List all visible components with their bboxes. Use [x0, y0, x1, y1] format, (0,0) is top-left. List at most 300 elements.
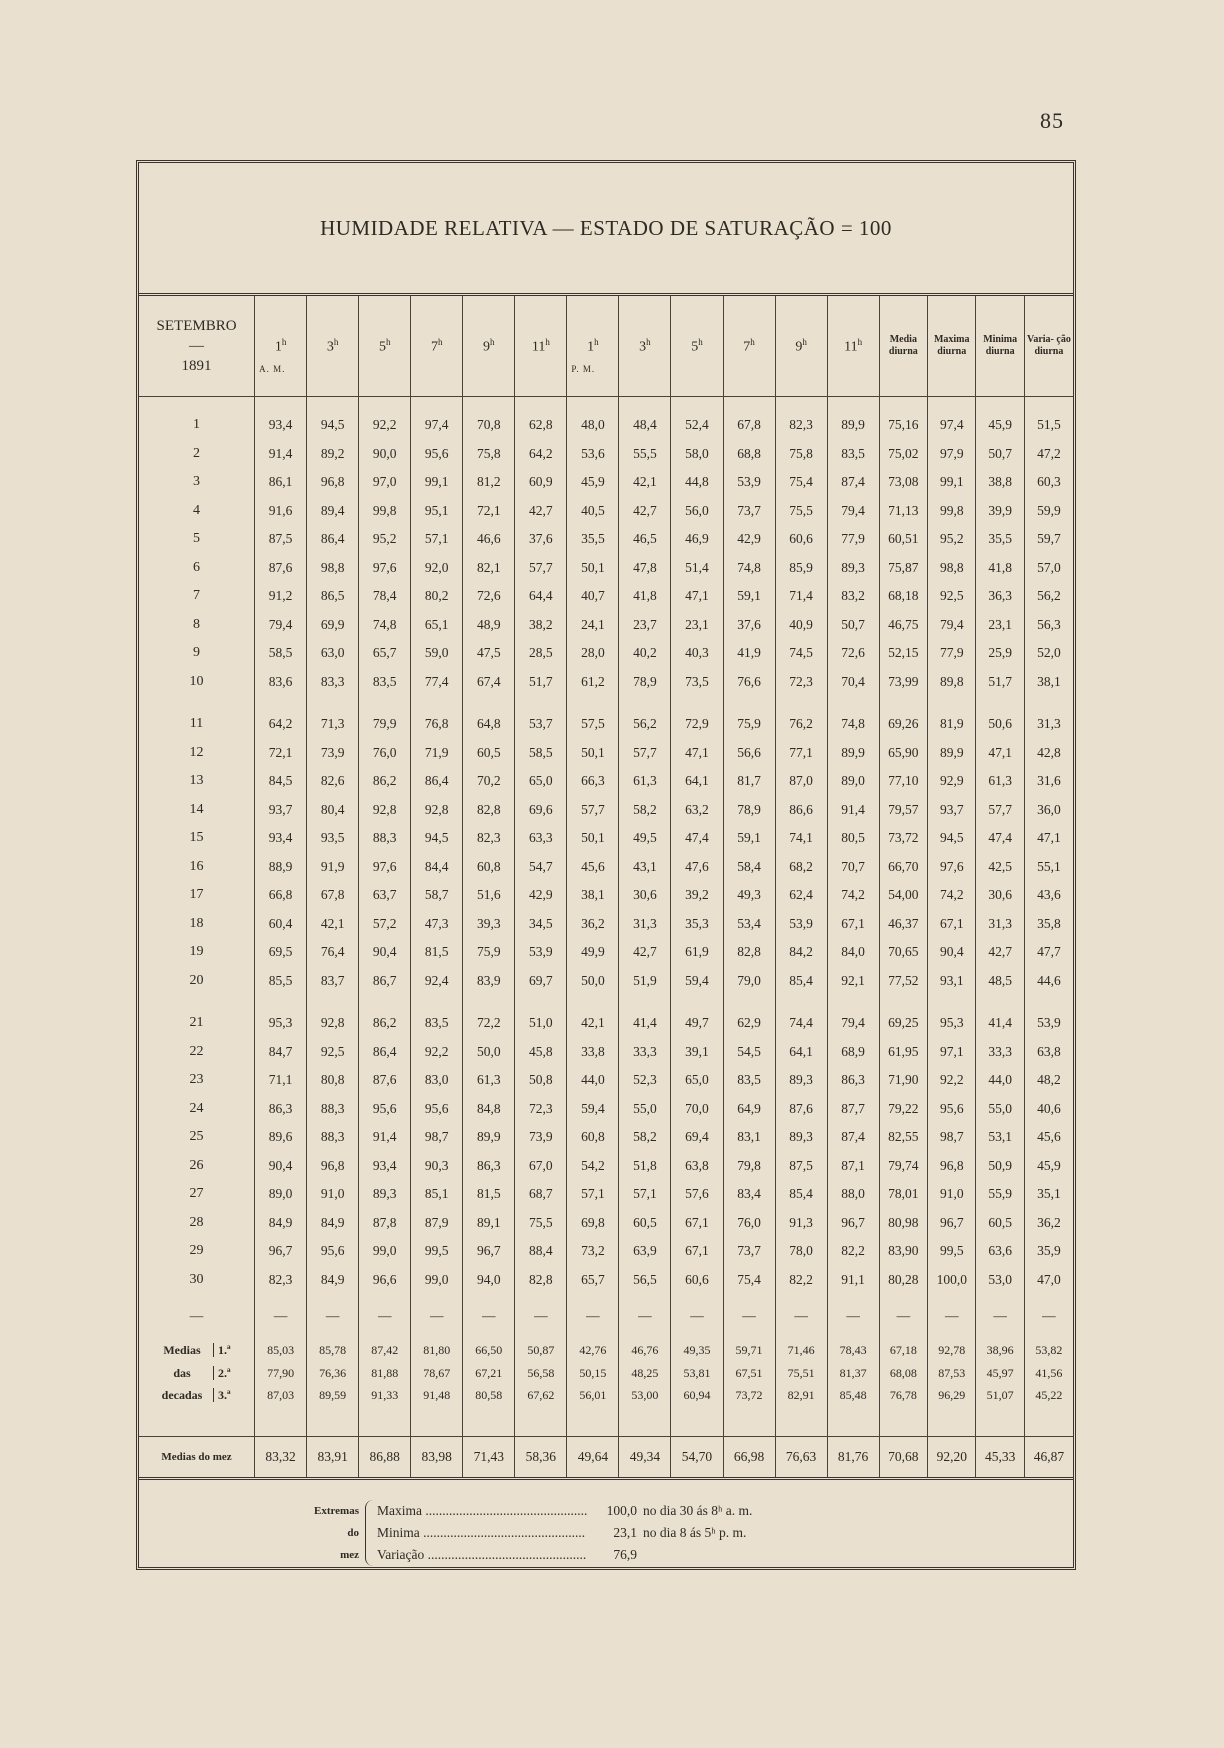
value-cell: 84,0 — [827, 938, 879, 967]
value-cell: 75,9 — [463, 938, 515, 967]
spacer-cell — [411, 696, 463, 710]
value-cell: 57,6 — [671, 1180, 723, 1209]
dash-cell: — — [1024, 1294, 1073, 1328]
value-cell: 96,8 — [307, 1152, 359, 1181]
value-cell: 66,50 — [463, 1328, 515, 1362]
value-cell: 80,58 — [463, 1384, 515, 1406]
value-cell: 87,7 — [827, 1095, 879, 1124]
value-cell: 74,8 — [359, 611, 411, 640]
value-cell: 91,9 — [307, 853, 359, 882]
value-cell: 46,37 — [879, 910, 927, 939]
value-cell: 44,6 — [1024, 967, 1073, 996]
spacer-cell — [827, 696, 879, 710]
extreme-note: no dia 8 ás 5ʰ p. m. — [643, 1525, 747, 1540]
spacer-cell — [775, 1406, 827, 1437]
value-cell: 90,0 — [359, 440, 411, 469]
dash-cell: — — [567, 1294, 619, 1328]
value-cell: 83,5 — [827, 440, 879, 469]
value-cell: 59,4 — [671, 967, 723, 996]
table-row — [139, 525, 1073, 554]
value-cell: 91,4 — [359, 1123, 411, 1152]
value-cell: 38,1 — [567, 881, 619, 910]
day-cell: 5 — [193, 531, 201, 547]
value-cell: 39,2 — [671, 881, 723, 910]
value-cell: 71,13 — [879, 497, 927, 526]
value-cell: 43,6 — [1024, 881, 1073, 910]
day-cell: 4 — [193, 502, 201, 518]
hour-sup: h — [385, 336, 391, 347]
spacer-cell — [515, 1406, 567, 1437]
table-row — [139, 611, 1073, 640]
value-cell: 71,9 — [411, 739, 463, 768]
table-row — [139, 1123, 1073, 1152]
value-cell: 40,2 — [619, 639, 671, 668]
spacer-row — [139, 696, 1073, 710]
value-cell: 77,1 — [775, 739, 827, 768]
day-cell: 24 — [189, 1100, 204, 1116]
month-dash: — — [189, 338, 205, 354]
value-cell: 43,1 — [619, 853, 671, 882]
value-cell: 40,9 — [775, 611, 827, 640]
value-cell: 49,64 — [567, 1437, 619, 1478]
value-cell: 62,9 — [723, 1009, 775, 1038]
value-cell: 48,4 — [619, 411, 671, 440]
value-cell: 89,3 — [775, 1123, 827, 1152]
table-row — [139, 1209, 1073, 1238]
value-cell: 42,76 — [567, 1328, 619, 1362]
value-cell: 24,1 — [567, 611, 619, 640]
value-cell: 31,3 — [976, 910, 1024, 939]
value-cell: 81,9 — [928, 710, 976, 739]
value-cell: 79,8 — [723, 1152, 775, 1181]
value-cell: 85,03 — [255, 1328, 307, 1362]
value-cell: 49,9 — [567, 938, 619, 967]
value-cell: 42,9 — [723, 525, 775, 554]
hour-label: 7 — [430, 339, 438, 355]
value-cell: 83,2 — [827, 582, 879, 611]
hour-label: 1 — [587, 339, 595, 355]
value-cell: 45,6 — [1024, 1123, 1073, 1152]
table-row — [139, 1266, 1073, 1295]
day-cell: 23 — [189, 1072, 204, 1088]
value-cell: 49,34 — [619, 1437, 671, 1478]
value-cell: 96,7 — [255, 1237, 307, 1266]
value-cell: 42,7 — [515, 497, 567, 526]
value-cell: 51,5 — [1024, 411, 1073, 440]
value-cell: 35,5 — [976, 525, 1024, 554]
hour-header — [411, 296, 463, 397]
value-cell: 92,5 — [307, 1038, 359, 1067]
value-cell: 70,65 — [879, 938, 927, 967]
value-cell: 82,91 — [775, 1384, 827, 1406]
maxima-header: Maxima diurna — [928, 296, 976, 397]
value-cell: 56,0 — [671, 497, 723, 526]
value-cell: 82,3 — [255, 1266, 307, 1295]
value-cell: 46,87 — [1024, 1437, 1073, 1478]
value-cell: 99,5 — [928, 1237, 976, 1266]
spacer-cell — [255, 1406, 307, 1437]
decade-label-line: das — [173, 1365, 191, 1380]
value-cell: 37,6 — [515, 525, 567, 554]
extreme-row — [377, 1522, 752, 1544]
value-cell: 39,3 — [463, 910, 515, 939]
decade-label — [139, 1362, 255, 1384]
value-cell: 35,3 — [671, 910, 723, 939]
day-cell: 20 — [189, 972, 204, 988]
value-cell: 74,2 — [928, 881, 976, 910]
value-cell: 39,9 — [976, 497, 1024, 526]
value-cell: 58,7 — [411, 881, 463, 910]
value-cell: 96,8 — [928, 1152, 976, 1181]
value-cell: 97,1 — [928, 1038, 976, 1067]
dash-cell: — — [827, 1294, 879, 1328]
value-cell: 77,4 — [411, 668, 463, 697]
hour-header — [359, 296, 411, 397]
value-cell: 66,3 — [567, 767, 619, 796]
extreme-row — [377, 1544, 752, 1566]
value-cell: 57,1 — [567, 1180, 619, 1209]
value-cell: 55,0 — [976, 1095, 1024, 1124]
value-cell: 52,4 — [671, 411, 723, 440]
value-cell: 47,4 — [671, 824, 723, 853]
value-cell: 48,0 — [567, 411, 619, 440]
spacer-cell — [879, 397, 927, 412]
value-cell: 47,1 — [671, 739, 723, 768]
day-cell: 14 — [189, 801, 204, 817]
value-cell: 56,2 — [619, 710, 671, 739]
value-cell: 57,0 — [1024, 554, 1073, 583]
value-cell: 64,9 — [723, 1095, 775, 1124]
value-cell: 77,9 — [928, 639, 976, 668]
value-cell: 93,4 — [359, 1152, 411, 1181]
value-cell: 58,4 — [723, 853, 775, 882]
spacer-cell — [359, 397, 411, 412]
value-cell: 75,87 — [879, 554, 927, 583]
value-cell: 82,3 — [775, 411, 827, 440]
value-cell: 57,7 — [567, 796, 619, 825]
value-cell: 57,2 — [359, 910, 411, 939]
value-cell: 74,4 — [775, 1009, 827, 1038]
spacer-cell — [515, 696, 567, 710]
hour-header — [671, 296, 723, 397]
value-cell: 88,9 — [255, 853, 307, 882]
value-cell: 73,7 — [723, 497, 775, 526]
value-cell: 76,4 — [307, 938, 359, 967]
value-cell: 82,8 — [463, 796, 515, 825]
value-cell: 53,6 — [567, 440, 619, 469]
spacer-cell — [928, 1406, 976, 1437]
value-cell: 92,1 — [827, 967, 879, 996]
value-cell: 96,6 — [359, 1266, 411, 1295]
spacer-cell — [463, 1406, 515, 1437]
day-cell: 9 — [193, 645, 201, 661]
value-cell: 88,4 — [515, 1237, 567, 1266]
spacer-cell — [359, 995, 411, 1009]
day-cell: 27 — [189, 1186, 204, 1202]
value-cell: 74,1 — [775, 824, 827, 853]
value-cell: 92,8 — [359, 796, 411, 825]
value-cell: 53,4 — [723, 910, 775, 939]
value-cell: 68,08 — [879, 1362, 927, 1384]
value-cell: 33,3 — [976, 1038, 1024, 1067]
hour-sup: h — [857, 336, 863, 347]
value-cell: 68,7 — [515, 1180, 567, 1209]
value-cell: 89,9 — [827, 411, 879, 440]
value-cell: 63,0 — [307, 639, 359, 668]
value-cell: 40,7 — [567, 582, 619, 611]
value-cell: 92,8 — [411, 796, 463, 825]
value-cell: 35,5 — [567, 525, 619, 554]
hour-label: 3 — [639, 339, 647, 355]
value-cell: 81,5 — [411, 938, 463, 967]
value-cell: 73,2 — [567, 1237, 619, 1266]
value-cell: 99,0 — [359, 1237, 411, 1266]
value-cell: 80,98 — [879, 1209, 927, 1238]
hour-header — [463, 296, 515, 397]
value-cell: 83,98 — [411, 1437, 463, 1478]
hour-sup: h — [437, 336, 443, 347]
spacer-cell — [976, 696, 1024, 710]
spacer-cell — [463, 696, 515, 710]
value-cell: 76,78 — [879, 1384, 927, 1406]
value-cell: 79,4 — [827, 497, 879, 526]
value-cell: 50,7 — [976, 440, 1024, 469]
table-row — [139, 1237, 1073, 1266]
value-cell: 70,0 — [671, 1095, 723, 1124]
value-cell: 88,3 — [307, 1123, 359, 1152]
value-cell: 75,4 — [723, 1266, 775, 1295]
value-cell: 85,1 — [411, 1180, 463, 1209]
value-cell: 23,1 — [976, 611, 1024, 640]
decade-label — [139, 1328, 255, 1362]
value-cell: 76,36 — [307, 1362, 359, 1384]
hour-header — [255, 296, 307, 397]
value-cell: 86,3 — [463, 1152, 515, 1181]
hour-header — [307, 296, 359, 397]
value-cell: 92,20 — [928, 1437, 976, 1478]
spacer-cell — [411, 1406, 463, 1437]
value-cell: 72,3 — [775, 668, 827, 697]
value-cell: 50,15 — [567, 1362, 619, 1384]
hour-header — [723, 296, 775, 397]
dash-cell: — — [723, 1294, 775, 1328]
dash-cell: — — [359, 1294, 411, 1328]
value-cell: 45,9 — [1024, 1152, 1073, 1181]
value-cell: 96,7 — [463, 1237, 515, 1266]
value-cell: 69,6 — [515, 796, 567, 825]
value-cell: 50,0 — [567, 967, 619, 996]
value-cell: 69,5 — [255, 938, 307, 967]
value-cell: 95,3 — [928, 1009, 976, 1038]
spacer-cell — [463, 995, 515, 1009]
value-cell: 89,3 — [827, 554, 879, 583]
spacer-cell — [1024, 696, 1073, 710]
value-cell: 50,87 — [515, 1328, 567, 1362]
value-cell: 87,42 — [359, 1328, 411, 1362]
value-cell: 46,76 — [619, 1328, 671, 1362]
value-cell: 91,48 — [411, 1384, 463, 1406]
value-cell: 60,94 — [671, 1384, 723, 1406]
value-cell: 83,6 — [255, 668, 307, 697]
value-cell: 88,3 — [359, 824, 411, 853]
hour-label: 5 — [691, 339, 699, 355]
spacer-cell — [671, 696, 723, 710]
value-cell: 85,9 — [775, 554, 827, 583]
value-cell: 47,0 — [1024, 1266, 1073, 1295]
table-row — [139, 668, 1073, 697]
extreme-name: Minima ..... — [377, 1522, 587, 1544]
value-cell: 50,6 — [976, 710, 1024, 739]
year-label: 1891 — [181, 358, 212, 374]
table-row — [139, 1152, 1073, 1181]
table-row — [139, 1095, 1073, 1124]
value-cell: 62,8 — [515, 411, 567, 440]
value-cell: 59,7 — [1024, 525, 1073, 554]
decade-row — [139, 1362, 1073, 1384]
table-row — [139, 910, 1073, 939]
value-cell: 38,2 — [515, 611, 567, 640]
spacer-cell — [619, 995, 671, 1009]
value-cell: 84,9 — [255, 1209, 307, 1238]
monthly-mean-row — [139, 1437, 1073, 1478]
value-cell: 95,2 — [359, 525, 411, 554]
value-cell: 75,02 — [879, 440, 927, 469]
value-cell: 80,28 — [879, 1266, 927, 1295]
value-cell: 40,5 — [567, 497, 619, 526]
value-cell: 44,8 — [671, 468, 723, 497]
value-cell: 47,1 — [671, 582, 723, 611]
value-cell: 41,9 — [723, 639, 775, 668]
am-label: A. M. — [259, 364, 286, 374]
value-cell: 83,4 — [723, 1180, 775, 1209]
value-cell: 67,21 — [463, 1362, 515, 1384]
value-cell: 63,7 — [359, 881, 411, 910]
value-cell: 52,0 — [1024, 639, 1073, 668]
value-cell: 86,6 — [775, 796, 827, 825]
value-cell: 98,7 — [928, 1123, 976, 1152]
day-cell: 8 — [193, 616, 201, 632]
decade-row — [139, 1328, 1073, 1362]
value-cell: 30,6 — [619, 881, 671, 910]
value-cell: 51,07 — [976, 1384, 1024, 1406]
value-cell: 86,7 — [359, 967, 411, 996]
value-cell: 67,62 — [515, 1384, 567, 1406]
value-cell: 61,95 — [879, 1038, 927, 1067]
value-cell: 92,4 — [411, 967, 463, 996]
value-cell: 83,5 — [359, 668, 411, 697]
media-header: Media diurna — [879, 296, 927, 397]
humidity-table — [139, 296, 1073, 1477]
value-cell: 25,9 — [976, 639, 1024, 668]
spacer-cell — [775, 995, 827, 1009]
table-row — [139, 1038, 1073, 1067]
value-cell: 73,9 — [515, 1123, 567, 1152]
value-cell: 78,9 — [619, 668, 671, 697]
value-cell: 65,7 — [567, 1266, 619, 1295]
month-header — [139, 296, 255, 397]
day-cell: 12 — [189, 744, 204, 760]
table-row — [139, 582, 1073, 611]
value-cell: 81,80 — [411, 1328, 463, 1362]
value-cell: 93,5 — [307, 824, 359, 853]
value-cell: 66,98 — [723, 1437, 775, 1478]
table-row — [139, 468, 1073, 497]
value-cell: 39,1 — [671, 1038, 723, 1067]
spacer-cell — [515, 995, 567, 1009]
value-cell: 51,0 — [515, 1009, 567, 1038]
value-cell: 77,10 — [879, 767, 927, 796]
value-cell: 42,1 — [619, 468, 671, 497]
value-cell: 44,0 — [567, 1066, 619, 1095]
value-cell: 42,9 — [515, 881, 567, 910]
day-cell: 15 — [189, 830, 204, 846]
value-cell: 97,4 — [928, 411, 976, 440]
extreme-value: 76,9 — [613, 1547, 637, 1562]
spacer-cell — [359, 696, 411, 710]
value-cell: 92,5 — [928, 582, 976, 611]
value-cell: 50,1 — [567, 739, 619, 768]
extreme-value: 100,0 — [606, 1503, 637, 1518]
value-cell: 94,0 — [463, 1266, 515, 1295]
extreme-row — [377, 1500, 752, 1522]
value-cell: 37,6 — [723, 611, 775, 640]
value-cell: 79,4 — [255, 611, 307, 640]
spacer-cell — [928, 696, 976, 710]
spacer-cell — [775, 696, 827, 710]
day-cell: 3 — [193, 474, 201, 490]
value-cell: 83,9 — [463, 967, 515, 996]
value-cell: 40,6 — [1024, 1095, 1073, 1124]
table-row — [139, 440, 1073, 469]
value-cell: 45,9 — [976, 411, 1024, 440]
value-cell: 58,2 — [619, 1123, 671, 1152]
value-cell: 54,5 — [723, 1038, 775, 1067]
hour-sup: h — [490, 336, 495, 347]
value-cell: 72,3 — [515, 1095, 567, 1124]
decade-label-line: decadas — [161, 1387, 203, 1402]
value-cell: 74,5 — [775, 639, 827, 668]
value-cell: 72,6 — [827, 639, 879, 668]
value-cell: 56,2 — [1024, 582, 1073, 611]
value-cell: 66,70 — [879, 853, 927, 882]
value-cell: 65,7 — [359, 639, 411, 668]
table-row — [139, 739, 1073, 768]
spacer-cell — [567, 1406, 619, 1437]
value-cell: 81,88 — [359, 1362, 411, 1384]
spacer-cell — [1024, 995, 1073, 1009]
value-cell: 51,6 — [463, 881, 515, 910]
spacer-cell — [359, 1406, 411, 1437]
value-cell: 83,0 — [411, 1066, 463, 1095]
value-cell: 53,9 — [723, 468, 775, 497]
spacer-cell — [879, 1406, 927, 1437]
value-cell: 45,33 — [976, 1437, 1024, 1478]
value-cell: 49,3 — [723, 881, 775, 910]
dash-cell: — — [463, 1294, 515, 1328]
value-cell: 45,8 — [515, 1038, 567, 1067]
month-label: SETEMBRO — [156, 318, 237, 334]
value-cell: 82,3 — [463, 824, 515, 853]
dash-cell: — — [671, 1294, 723, 1328]
value-cell: 69,8 — [567, 1209, 619, 1238]
hour-sup: h — [333, 336, 339, 347]
value-cell: 47,1 — [1024, 824, 1073, 853]
spacer-cell — [723, 1406, 775, 1437]
value-cell: 36,3 — [976, 582, 1024, 611]
spacer-cell — [463, 397, 515, 412]
dash-cell: — — [928, 1294, 976, 1328]
value-cell: 92,78 — [928, 1328, 976, 1362]
